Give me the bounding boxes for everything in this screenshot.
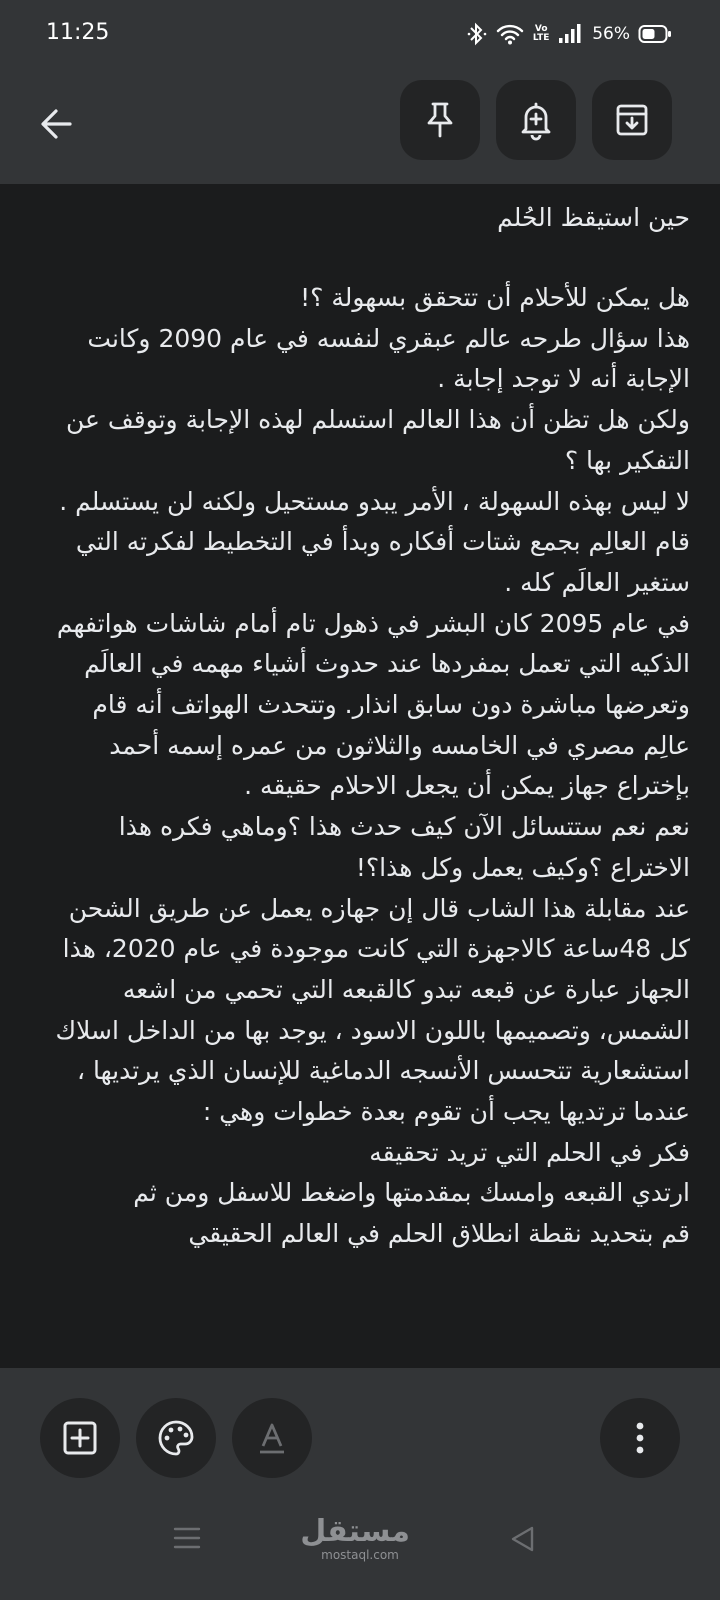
mostaql-watermark: [300, 1514, 410, 1562]
watermark-logo-text: مستقل: [300, 1514, 410, 1549]
signal-icon: [558, 23, 582, 45]
wifi-icon: [496, 23, 524, 45]
status-icons: [466, 22, 672, 46]
reminder-bell-icon: [518, 99, 554, 141]
battery-percentage: 56%: [592, 24, 630, 44]
note-body[interactable]: [44, 278, 690, 1255]
note-title[interactable]: حين استيقظ الحُلم: [497, 203, 690, 232]
status-bar: [0, 0, 720, 72]
note-paragraph: لا ليس بهذه السهولة ، الأمر يبدو مستحيل ولكنه لن يستسلم . قام العالِم بجمع شتات أفكاره وبدأ في التخطيط لفكرته التي ستغير العالَم كله .: [59, 486, 690, 597]
back-button[interactable]: [28, 96, 84, 152]
note-paragraph: فكر في الحلم التي تريد تحقيقه: [369, 1137, 690, 1167]
note-paragraph: قم بتحديد نقطة انطلاق الحلم في العالم الحقيقي: [188, 1219, 690, 1249]
note-paragraph: ارتدي القبعه وامسك بمقدمتها واضغط للاسفل ومن ثم: [133, 1178, 690, 1208]
back-arrow-icon: [36, 104, 76, 144]
watermark-domain: mostaql.com: [321, 1548, 399, 1562]
pin-button[interactable]: [400, 80, 480, 160]
note-paragraph: هل يمكن للأحلام أن تتحقق بسهولة ؟!: [300, 283, 690, 312]
note-paragraph: في عام 2095 كان البشر في ذهول تام أمام شاشات هواتفهم الذكيه التي تعمل بمفردها عند حدوث أشياء مهمه في العالَم وتعرضها مباشرة دون سابق انذار. وتتحدث الهواتف أنه قام عالِم مصري في الخامسه والثلاثون من عمره إسمه أحمد بإختراع جهاز يمكن أن يجعل الاحلام حقيقه .: [56, 608, 690, 801]
menu-icon: [172, 1524, 202, 1552]
note-paragraph: ولكن هل تظن أن هذا العالم استسلم لهذه الإجابة وتوقف عن التفكير بها ؟: [65, 405, 690, 475]
pin-icon: [422, 100, 458, 140]
add-box-icon: [61, 1419, 99, 1457]
note-editor[interactable]: [0, 184, 720, 1368]
archive-icon: [613, 101, 651, 139]
text-format-icon: [254, 1420, 290, 1456]
add-content-button[interactable]: [40, 1398, 120, 1478]
bottom-toolbar: [0, 1368, 720, 1480]
note-paragraph: نعم نعم ستتسائل الآن كيف حدث هذا ؟وماهي فكره هذا الاختراع ؟وكيف يعمل وكل هذا؟!: [118, 812, 690, 882]
text-format-button[interactable]: [232, 1398, 312, 1478]
bluetooth-icon: [466, 22, 488, 46]
palette-icon: [156, 1418, 196, 1458]
note-paragraph: عند مقابلة هذا الشاب قال إن جهازه يعمل عن طريق الشحن كل 48ساعة كالاجهزة التي كانت موجودة في عام 2020، هذا الجهاز عبارة عن قبعه تبدو كالقبعه التي تحمي من اشعه الشمس، وتصميمها باللون الاسود ، يوجد بها من الداخل اسلاك استشعارية تتحسس الأنسجه الدماغية للإنسان الذي يرتديها ، عندما ترتديها يجب أن تقوم بعدة خطوات وهي :: [55, 893, 690, 1127]
system-navigation-bar: [0, 1480, 720, 1600]
battery-icon: [638, 24, 672, 44]
archive-button[interactable]: [592, 80, 672, 160]
status-time: 11:25: [46, 20, 110, 45]
back-nav-button[interactable]: [508, 1524, 538, 1554]
more-options-button[interactable]: [600, 1398, 680, 1478]
more-vert-icon: [634, 1420, 646, 1456]
note-toolbar: [0, 72, 720, 184]
note-paragraph: هذا سؤال طرحه عالم عبقري لنفسه في عام 2090 وكانت الإجابة أنه لا توجد إجابة .: [87, 323, 690, 394]
recent-apps-button[interactable]: [172, 1524, 202, 1552]
volte-label: Vo LTE: [532, 24, 550, 43]
background-options-button[interactable]: [136, 1398, 216, 1478]
triangle-back-icon: [508, 1524, 538, 1554]
reminder-button[interactable]: [496, 80, 576, 160]
